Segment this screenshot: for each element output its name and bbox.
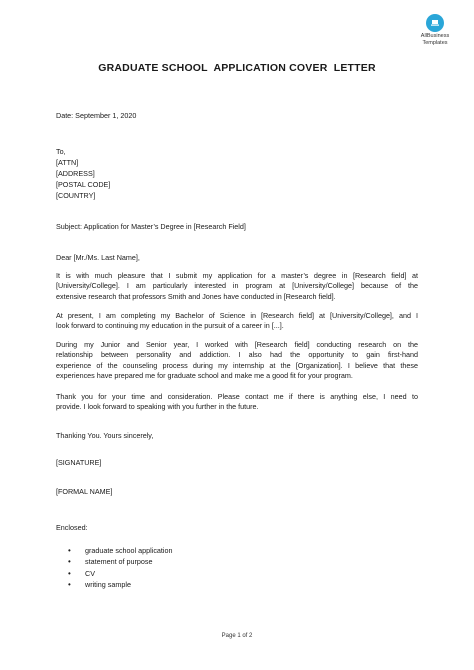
brand-logo bbox=[412, 14, 458, 46]
list-item: • CV bbox=[56, 568, 416, 579]
laptop-icon bbox=[426, 14, 444, 32]
formal-name-placeholder: [FORMAL NAME] bbox=[56, 487, 113, 496]
enclosures-list bbox=[56, 545, 416, 591]
logo-text-line1: AllBusiness bbox=[420, 33, 450, 39]
subject-line: Subject: Application for Master’s Degree in [Research Field] bbox=[56, 222, 246, 231]
document-title: GRADUATE SCHOOL APPLICATION COVER LETTER bbox=[98, 62, 376, 74]
recipient-postal-code: [POSTAL CODE] bbox=[56, 180, 111, 189]
paragraph-3 bbox=[56, 340, 418, 382]
list-item: • statement of purpose bbox=[56, 556, 416, 567]
paragraph-line: [University/College]. I am particularly interested in program at [University/College] because of the bbox=[56, 281, 418, 291]
paragraph-line: It is with much pleasure that I submit my application for a master’s degree in [Research field] at bbox=[56, 271, 418, 280]
salutation: Dear [Mr./Ms. Last Name], bbox=[56, 253, 140, 262]
paragraph-line: extensive research that professors Smith and Jones have conducted in [Research field]. bbox=[56, 291, 336, 301]
paragraph-2 bbox=[56, 311, 418, 332]
paragraph-line: During my Junior and Senior year, I worked with [Research field] conducting research on the bbox=[56, 340, 418, 349]
list-item: • writing sample bbox=[56, 579, 416, 590]
paragraph-line: relationship between personality and addiction. I also had the opportunity to gain first-hand bbox=[56, 350, 418, 360]
paragraph-1 bbox=[56, 271, 418, 302]
date-line: Date: September 1, 2020 bbox=[56, 111, 137, 120]
page-number: Page 1 of 2 bbox=[221, 633, 253, 639]
paragraph-line: experiences have prepared me for graduate school and make me a good fit for your program. bbox=[56, 371, 353, 381]
paragraph-line: experience of the counseling process during my internship at the [Organization]. I believe that these bbox=[56, 360, 418, 370]
signature-placeholder: [SIGNATURE] bbox=[56, 458, 102, 467]
paragraph-line: provide. I look forward to speaking with you further in the future. bbox=[56, 402, 259, 412]
enclosed-label: Enclosed: bbox=[56, 523, 88, 532]
paragraph-line: Thank you for your time and consideration. Please contact me if there is anything else, I need to bbox=[56, 392, 418, 401]
list-item: • graduate school application bbox=[56, 545, 416, 556]
paragraph-line: look forward to continuing my education in the pursuit of a career in [...]. bbox=[56, 321, 284, 331]
recipient-address: [ADDRESS] bbox=[56, 169, 95, 178]
paragraph-4 bbox=[56, 392, 418, 413]
recipient-to: To, bbox=[56, 147, 66, 156]
closing-line: Thanking You. Yours sincerely, bbox=[56, 431, 154, 440]
recipient-country: [COUNTRY] bbox=[56, 191, 96, 200]
logo-text-line2: Templates bbox=[422, 39, 448, 46]
recipient-attn: [ATTN] bbox=[56, 158, 79, 167]
paragraph-line: At present, I am completing my Bachelor of Science in [Research field] at [University/College], and I bbox=[56, 311, 418, 320]
